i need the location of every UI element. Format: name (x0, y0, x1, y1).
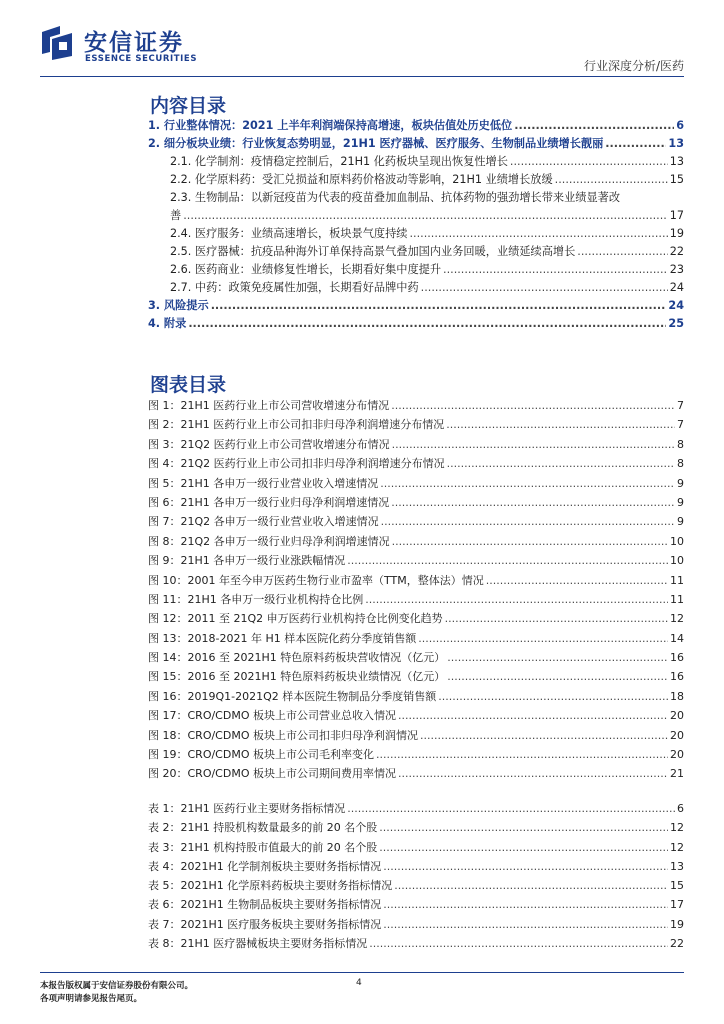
table-entry[interactable]: 表 4：2021H1 化学制剂板块主要财务指标情况 ..... 13 (148, 857, 684, 876)
toc-entry[interactable]: 2.6. 医药商业：业绩修复性增长，长期看好集中度提升 ..... 23 (148, 261, 684, 279)
table-entry[interactable]: 表 6：2021H1 生物制品板块主要财务指标情况 ..... 17 (148, 895, 684, 914)
table-entry[interactable]: 表 1：21H1 医药行业主要财务指标情况 ..... 6 (148, 799, 684, 818)
figure-entry[interactable]: 图 2：21H1 医药行业上市公司扣非归母净利润增速分布情况 ..... 7 (148, 415, 684, 434)
report-category: 行业深度分析/医药 (583, 59, 684, 73)
figures-title: 图表目录 (150, 374, 227, 396)
figure-entry[interactable]: 图 4：21Q2 医药行业上市公司扣非归母净利润增速分布情况 ..... 8 (148, 454, 684, 473)
figure-entry[interactable]: 图 13：2018-2021 年 H1 样本医院化药分季度销售额 ..... 14 (148, 629, 684, 648)
figure-list (148, 396, 684, 784)
toc-entry[interactable]: 2.2. 化学原料药：受汇兑损益和原料药价格波动等影响，21H1 业绩增长放缓 ..... 15 (148, 171, 684, 189)
toc-entry[interactable]: 1. 行业整体情况：2021 上半年利润端保持高增速，板块估值处历史低位 ..... 6 (148, 117, 684, 135)
toc-entry[interactable]: 3. 风险提示 ..... 24 (148, 297, 684, 315)
toc-entry[interactable]: 2.1. 化学制剂：疫情稳定控制后，21H1 化药板块呈现出恢复性增长 ..... 13 (148, 153, 684, 171)
logo-chinese-name: 安信证券 (84, 30, 184, 56)
figure-entry[interactable]: 图 14：2016 至 2021H1 特色原料药板块营收情况（亿元） ..... 16 (148, 648, 684, 667)
header-divider (40, 76, 684, 77)
toc-entry[interactable]: 2.3. 生物制品：以新冠疫苗为代表的疫苗叠加血制品、抗体药物的强劲增长带来业绩显著改 (170, 191, 621, 204)
disclaimer-note: 各项声明请参见报告尾页。 (40, 994, 143, 1004)
table-entry[interactable]: 表 5：2021H1 化学原料药板块主要财务指标情况 ..... 15 (148, 876, 684, 895)
figure-entry[interactable]: 图 3：21Q2 医药行业上市公司营收增速分布情况 ..... 8 (148, 435, 684, 454)
toc-list (148, 117, 684, 333)
toc-entry[interactable]: 2.5. 医疗器械：抗疫品种海外订单保持高景气叠加国内业务回暖，业绩延续高增长 ..... 22 (148, 243, 684, 261)
figure-entry[interactable]: 图 8：21Q2 各申万一级行业归母净利润增速情况 ..... 10 (148, 532, 684, 551)
figure-entry[interactable]: 图 17：CRO/CDMO 板块上市公司营业总收入情况 ..... 20 (148, 706, 684, 725)
toc-entry[interactable]: 4. 附录 ..... 25 (148, 315, 684, 333)
page-number: 4 (356, 978, 362, 988)
logo-english-name: ESSENCE SECURITIES (85, 54, 198, 64)
toc-entry[interactable]: 2.4. 医疗服务：业绩高速增长，板块景气度持续 ..... 19 (148, 225, 684, 243)
toc-entry-continuation[interactable]: 善 ..... 17 (148, 207, 684, 225)
page-header (0, 0, 724, 80)
footer-divider (40, 972, 684, 973)
figure-entry[interactable]: 图 5：21H1 各申万一级行业营业收入增速情况 ..... 9 (148, 474, 684, 493)
figure-entry[interactable]: 图 19：CRO/CDMO 板块上市公司毛利率变化 ..... 20 (148, 745, 684, 764)
figure-entry[interactable]: 图 7：21Q2 各申万一级行业营业收入增速情况 ..... 9 (148, 512, 684, 531)
figure-entry[interactable]: 图 11：21H1 各申万一级行业机构持仓比例 ..... 11 (148, 590, 684, 609)
toc-entry[interactable]: 2. 细分板块业绩：行业恢复态势明显，21H1 医疗器械、医疗服务、生物制品业绩增长靓丽 ..... 13 (148, 135, 684, 153)
copyright-note: 本报告版权属于安信证券股份有限公司。 (40, 981, 194, 991)
table-entry[interactable]: 表 2：21H1 持股机构数量最多的前 20 名个股 ..... 12 (148, 818, 684, 837)
figure-entry[interactable]: 图 6：21H1 各申万一级行业归母净利润增速情况 ..... 9 (148, 493, 684, 512)
figure-entry[interactable]: 图 10：2001 年至今申万医药生物行业市盈率（TTM，整体法）情况 ..... 11 (148, 571, 684, 590)
table-entry[interactable]: 表 3：21H1 机构持股市值最大的前 20 名个股 ..... 12 (148, 838, 684, 857)
figure-entry[interactable]: 图 9：21H1 各申万一级行业涨跌幅情况 ..... 10 (148, 551, 684, 570)
figure-entry[interactable]: 图 15：2016 至 2021H1 特色原料药板块业绩情况（亿元） ..... 16 (148, 667, 684, 686)
table-entry[interactable]: 表 8：21H1 医疗器械板块主要财务指标情况 ..... 22 (148, 934, 684, 953)
figure-entry[interactable]: 图 12：2011 至 21Q2 申万医药行业机构持仓比例变化趋势 ..... 12 (148, 609, 684, 628)
table-list (148, 799, 684, 953)
figure-entry[interactable]: 图 18：CRO/CDMO 板块上市公司扣非归母净利润情况 ..... 20 (148, 726, 684, 745)
table-entry[interactable]: 表 7：2021H1 医疗服务板块主要财务指标情况 ..... 19 (148, 915, 684, 934)
figure-entry[interactable]: 图 20：CRO/CDMO 板块上市公司期间费用率情况 ..... 21 (148, 764, 684, 783)
figure-entry[interactable]: 图 1：21H1 医药行业上市公司营收增速分布情况 ..... 7 (148, 396, 684, 415)
toc-title: 内容目录 (150, 95, 227, 117)
toc-entry[interactable]: 2.7. 中药：政策免疫属性加强，长期看好品牌中药 ..... 24 (148, 279, 684, 297)
figure-entry[interactable]: 图 16：2019Q1-2021Q2 样本医院生物制品分季度销售额 ..... 18 (148, 687, 684, 706)
essence-logo-icon (40, 26, 74, 60)
